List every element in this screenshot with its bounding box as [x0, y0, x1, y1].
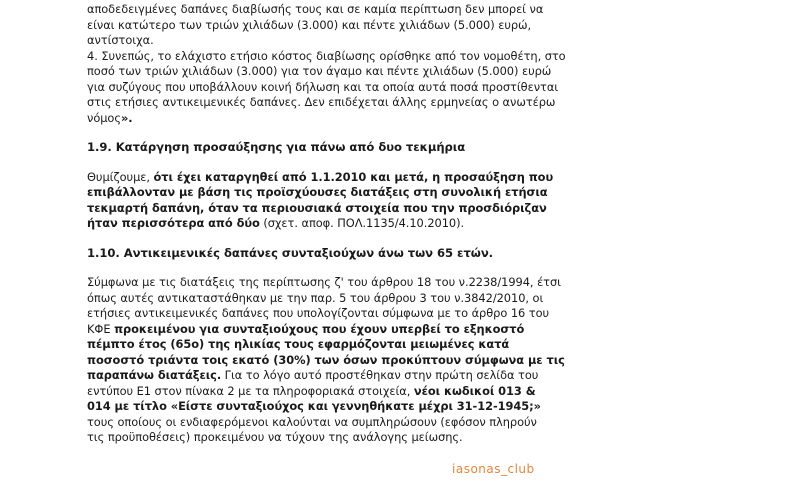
bold-span: νέοι κωδικοί 013 &	[413, 383, 536, 398]
bold-span: ότι έχει καταργηθεί από 1.1.2010 και μετά, η προσαύξηση που	[153, 169, 554, 184]
text-line	[87, 216, 727, 232]
text-line: Σύμφωνα με τις διατάξεις της περίπτωσης ζ' του άρθρου 18 του ν.2238/1994, έτσι	[87, 275, 561, 289]
text-line	[87, 399, 727, 415]
bold-span: ποσοστό τριάντα τοις εκατό (30%) των όσων προκύπτουν σύμφωνα με τις	[87, 352, 565, 367]
text-span: (σχετ. αποφ. ΠΟΛ.1135/4.10.2010).	[259, 216, 465, 230]
quote-end: νόμος	[87, 110, 121, 125]
text-span: Θυμίζουμε,	[87, 169, 154, 184]
bold-span: 014 με τίτλο «Είστε συνταξιούχος και γεννηθήκατε μέχρι 31-12-1945;»	[87, 399, 541, 413]
bold-span: επιβάλλονταν με βάση τις προϊσχύουσες διατάξεις στη συνολική ετήσια	[87, 185, 548, 199]
text-line	[87, 368, 727, 384]
text-line: είναι κατώτερο των τριών χιλιάδων (3.000) και πέντε χιλιάδων (5.000) ευρώ,	[87, 17, 532, 32]
text-line	[87, 111, 727, 127]
text-line: αντίστοιχα.	[87, 33, 154, 47]
text-span: εντύπου Ε1 στον πίνακα 2 με τα πληροφοριακά στοιχεία,	[87, 383, 414, 398]
bold-span: ήταν περισσότερα από δύο	[87, 216, 260, 230]
text-line: στις ετήσιες αντικειμενικές δαπάνες. Δεν επιδέχεται άλλης ερμηνείας ο ανωτέρω	[87, 95, 556, 109]
bold-span: τεκμαρτή δαπάνη, όταν τα περιουσιακά στοιχεία που την προσδιόριζαν	[87, 200, 547, 215]
text-line	[87, 322, 727, 338]
text-span: Για το λόγο αυτό προστέθηκαν στην πρώτη σελίδα του	[221, 368, 539, 382]
section-heading-1-9: 1.9. Κατάργηση προσαύξησης για πάνω από δυο τεκμήρια	[87, 140, 466, 154]
text-line: για συζύγους που υποβάλλουν κοινή δήλωση και τα οποία αυτά ποσά προστίθενται	[87, 79, 559, 94]
text-line	[87, 353, 727, 369]
text-line	[87, 170, 727, 186]
text-line	[87, 201, 727, 217]
section-heading-1-10: 1.10. Αντικειμενικές δαπάνες συνταξιούχων άνω των 65 ετών.	[87, 245, 494, 260]
text-span: ΚΦΕ	[87, 321, 115, 336]
text-line: 4. Συνεπώς, το ελάχιστο ετήσιο κόστος διαβίωσης ορίσθηκε από τον νομοθέτη, στο	[87, 48, 566, 63]
document-body	[87, 2, 727, 446]
text-line	[87, 384, 727, 400]
bold-span: παραπάνω διατάξεις.	[87, 368, 222, 382]
text-line: ετήσιες αντικειμενικές δαπάνες που υπολογίζονται σύμφωνα με το άρθρο 16 του	[87, 306, 550, 320]
text-line: τις προϋποθέσεις) προκειμένου να τύχουν της ανάλογης μείωσης.	[87, 430, 463, 444]
text-line	[87, 185, 727, 201]
text-line: αποδεδειγμένες δαπάνες διαβίωσής τους και σε καμία περίπτωση δεν μπορεί να	[87, 2, 544, 16]
bold-span: πέμπτο έτος (65ο) της ηλικίας τους εφαρμόζονται μειωμένες κατά	[87, 337, 510, 351]
text-line: ποσό των τριών χιλιάδων (3.000) για τον άγαμο και πέντε χιλιάδων (5.000) ευρώ	[87, 64, 552, 78]
quote-close: ».	[120, 110, 133, 125]
text-line: τους οποίους οι ενδιαφερόμενοι καλούνται να συμπληρώσουν (εφόσον πληρούν	[87, 414, 537, 429]
watermark: iasonas_club	[452, 462, 535, 476]
bold-span: προκειμένου για συνταξιούχους που έχουν υπερβεί το εξηκοστό	[114, 321, 525, 336]
text-line	[87, 337, 727, 353]
text-line: όπως αυτές αντικαταστάθηκαν με την παρ. 5 του άρθρου 3 του ν.3842/2010, οι	[87, 290, 544, 305]
